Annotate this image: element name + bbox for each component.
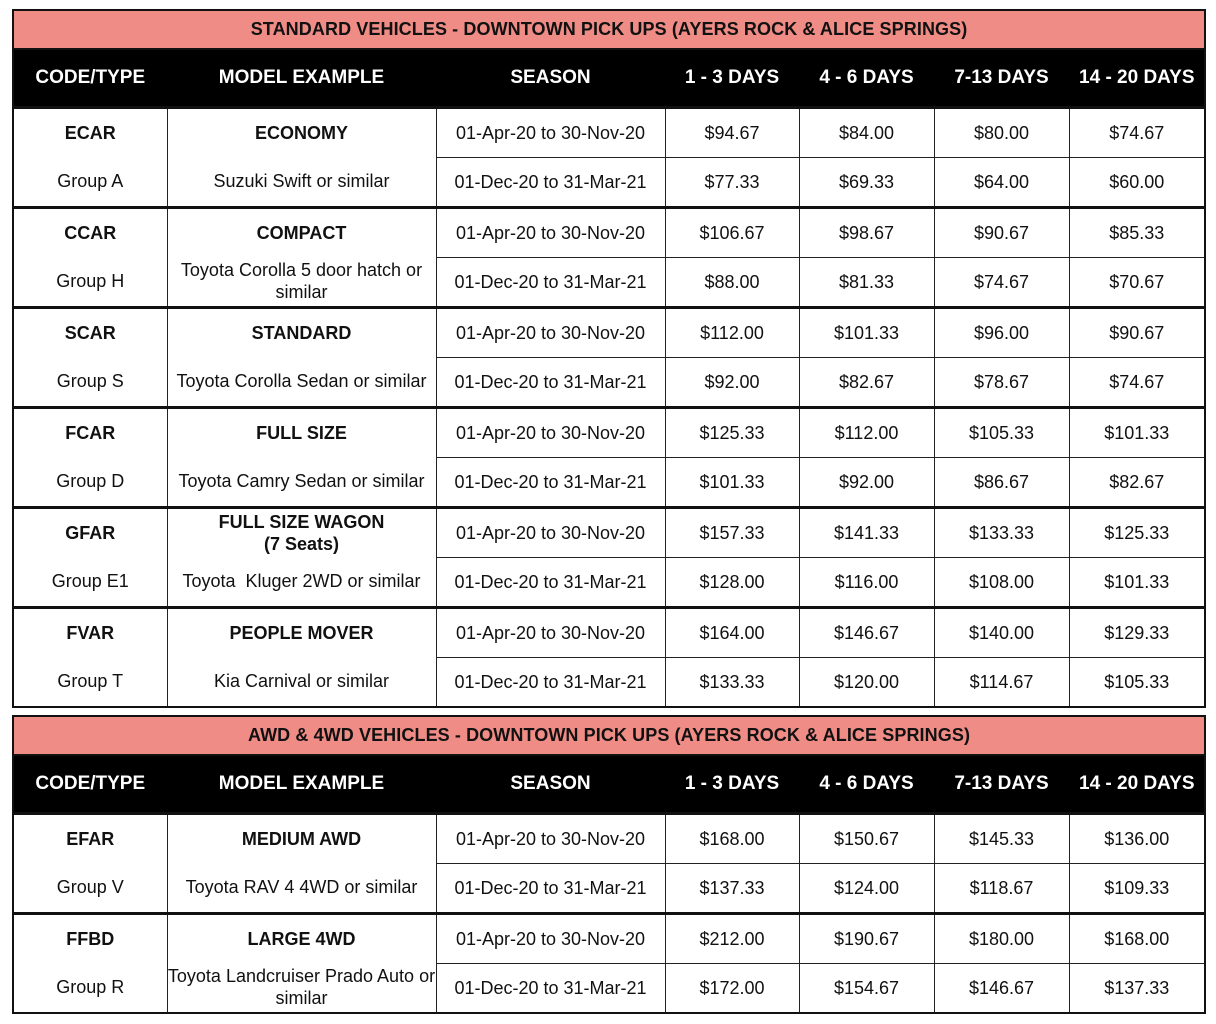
price-cell: $81.33 <box>799 258 934 308</box>
vehicle-group: Group S <box>13 358 167 408</box>
price-cell: $146.67 <box>934 964 1069 1014</box>
price-cell: $133.33 <box>934 508 1069 558</box>
price-cell: $69.33 <box>799 158 934 208</box>
price-cell: $116.00 <box>799 558 934 608</box>
table-title: STANDARD VEHICLES - DOWNTOWN PICK UPS (AYERS ROCK & ALICE SPRINGS) <box>13 10 1205 49</box>
table-row <box>13 108 1205 158</box>
awd-4wd-vehicles-rate-table <box>12 715 1206 1014</box>
col-header-model: MODEL EXAMPLE <box>167 755 436 814</box>
price-cell: $92.00 <box>665 358 799 408</box>
price-cell: $118.67 <box>934 864 1069 914</box>
season-cell: 01-Apr-20 to 30-Nov-20 <box>436 108 665 158</box>
season-cell: 01-Dec-20 to 31-Mar-21 <box>436 864 665 914</box>
table-row <box>13 558 1205 608</box>
season-cell: 01-Apr-20 to 30-Nov-20 <box>436 408 665 458</box>
model-example: Toyota RAV 4 4WD or similar <box>167 864 436 914</box>
season-cell: 01-Dec-20 to 31-Mar-21 <box>436 658 665 708</box>
column-header-row <box>13 49 1205 108</box>
price-cell: $82.67 <box>799 358 934 408</box>
price-cell: $146.67 <box>799 608 934 658</box>
vehicle-group: Group T <box>13 658 167 708</box>
price-cell: $112.00 <box>665 308 799 358</box>
price-cell: $80.00 <box>934 108 1069 158</box>
price-cell: $64.00 <box>934 158 1069 208</box>
price-cell: $82.67 <box>1069 458 1205 508</box>
vehicle-group: Group E1 <box>13 558 167 608</box>
table-row <box>13 914 1205 964</box>
price-cell: $105.33 <box>1069 658 1205 708</box>
season-cell: 01-Apr-20 to 30-Nov-20 <box>436 608 665 658</box>
season-cell: 01-Dec-20 to 31-Mar-21 <box>436 158 665 208</box>
vehicle-code: GFAR <box>13 508 167 558</box>
standard-vehicles-table-wrap <box>12 9 1205 708</box>
table-row <box>13 864 1205 914</box>
price-cell: $133.33 <box>665 658 799 708</box>
table-row <box>13 458 1205 508</box>
col-header-14-20-days: 14 - 20 DAYS <box>1069 49 1205 108</box>
season-cell: 01-Dec-20 to 31-Mar-21 <box>436 458 665 508</box>
price-cell: $77.33 <box>665 158 799 208</box>
price-cell: $90.67 <box>1069 308 1205 358</box>
col-header-4-6-days: 4 - 6 DAYS <box>799 755 934 814</box>
price-cell: $108.00 <box>934 558 1069 608</box>
col-header-1-3-days: 1 - 3 DAYS <box>665 755 799 814</box>
price-cell: $94.67 <box>665 108 799 158</box>
price-cell: $109.33 <box>1069 864 1205 914</box>
price-cell: $137.33 <box>1069 964 1205 1014</box>
price-cell: $85.33 <box>1069 208 1205 258</box>
season-cell: 01-Apr-20 to 30-Nov-20 <box>436 308 665 358</box>
model-example: Suzuki Swift or similar <box>167 158 436 208</box>
model-example: Toyota Camry Sedan or similar <box>167 458 436 508</box>
price-cell: $136.00 <box>1069 814 1205 864</box>
season-cell: 01-Apr-20 to 30-Nov-20 <box>436 208 665 258</box>
col-header-1-3-days: 1 - 3 DAYS <box>665 49 799 108</box>
price-cell: $157.33 <box>665 508 799 558</box>
price-cell: $120.00 <box>799 658 934 708</box>
vehicle-group: Group A <box>13 158 167 208</box>
price-cell: $101.33 <box>665 458 799 508</box>
awd-4wd-vehicles-table-wrap <box>12 715 1205 1014</box>
model-example: Toyota Corolla 5 door hatch or similar <box>167 258 436 308</box>
price-cell: $164.00 <box>665 608 799 658</box>
price-cell: $92.00 <box>799 458 934 508</box>
price-cell: $90.67 <box>934 208 1069 258</box>
vehicle-group: Group H <box>13 258 167 308</box>
vehicle-category: ECONOMY <box>167 108 436 158</box>
model-example: Toyota Kluger 2WD or similar <box>167 558 436 608</box>
season-cell: 01-Apr-20 to 30-Nov-20 <box>436 814 665 864</box>
price-cell: $145.33 <box>934 814 1069 864</box>
col-header-7-13-days: 7-13 DAYS <box>934 755 1069 814</box>
season-cell: 01-Dec-20 to 31-Mar-21 <box>436 258 665 308</box>
vehicle-group: Group V <box>13 864 167 914</box>
price-cell: $96.00 <box>934 308 1069 358</box>
price-cell: $180.00 <box>934 914 1069 964</box>
vehicle-category: STANDARD <box>167 308 436 358</box>
table-row <box>13 208 1205 258</box>
price-cell: $105.33 <box>934 408 1069 458</box>
price-cell: $60.00 <box>1069 158 1205 208</box>
standard-vehicles-rate-table <box>12 9 1206 708</box>
table-row <box>13 258 1205 308</box>
vehicle-category: LARGE 4WD <box>167 914 436 964</box>
price-cell: $88.00 <box>665 258 799 308</box>
price-cell: $106.67 <box>665 208 799 258</box>
season-cell: 01-Dec-20 to 31-Mar-21 <box>436 558 665 608</box>
vehicle-code: FCAR <box>13 408 167 458</box>
table-row <box>13 158 1205 208</box>
price-cell: $70.67 <box>1069 258 1205 308</box>
season-cell: 01-Dec-20 to 31-Mar-21 <box>436 964 665 1014</box>
vehicle-code: SCAR <box>13 308 167 358</box>
vehicle-code: ECAR <box>13 108 167 158</box>
table-row <box>13 658 1205 708</box>
vehicle-category: PEOPLE MOVER <box>167 608 436 658</box>
table-row <box>13 608 1205 658</box>
price-cell: $140.00 <box>934 608 1069 658</box>
price-cell: $129.33 <box>1069 608 1205 658</box>
price-cell: $101.33 <box>1069 408 1205 458</box>
price-cell: $168.00 <box>665 814 799 864</box>
vehicle-category: FULL SIZE <box>167 408 436 458</box>
vehicle-code: EFAR <box>13 814 167 864</box>
price-cell: $125.33 <box>665 408 799 458</box>
col-header-code: CODE/TYPE <box>13 755 167 814</box>
price-cell: $78.67 <box>934 358 1069 408</box>
col-header-4-6-days: 4 - 6 DAYS <box>799 49 934 108</box>
price-cell: $74.67 <box>1069 108 1205 158</box>
column-header-row <box>13 755 1205 814</box>
col-header-code: CODE/TYPE <box>13 49 167 108</box>
col-header-season: SEASON <box>436 49 665 108</box>
model-example: Toyota Corolla Sedan or similar <box>167 358 436 408</box>
price-cell: $98.67 <box>799 208 934 258</box>
col-header-7-13-days: 7-13 DAYS <box>934 49 1069 108</box>
price-cell: $150.67 <box>799 814 934 864</box>
price-cell: $125.33 <box>1069 508 1205 558</box>
vehicle-code: FVAR <box>13 608 167 658</box>
price-cell: $86.67 <box>934 458 1069 508</box>
price-cell: $114.67 <box>934 658 1069 708</box>
price-cell: $168.00 <box>1069 914 1205 964</box>
price-cell: $141.33 <box>799 508 934 558</box>
vehicle-group: Group D <box>13 458 167 508</box>
price-cell: $154.67 <box>799 964 934 1014</box>
vehicle-code: FFBD <box>13 914 167 964</box>
table-row <box>13 508 1205 558</box>
price-cell: $74.67 <box>934 258 1069 308</box>
season-cell: 01-Dec-20 to 31-Mar-21 <box>436 358 665 408</box>
table-row <box>13 814 1205 864</box>
price-cell: $124.00 <box>799 864 934 914</box>
price-cell: $101.33 <box>1069 558 1205 608</box>
price-cell: $112.00 <box>799 408 934 458</box>
vehicle-code: CCAR <box>13 208 167 258</box>
season-cell: 01-Apr-20 to 30-Nov-20 <box>436 508 665 558</box>
col-header-season: SEASON <box>436 755 665 814</box>
price-cell: $101.33 <box>799 308 934 358</box>
season-cell: 01-Apr-20 to 30-Nov-20 <box>436 914 665 964</box>
table-row <box>13 964 1205 1014</box>
price-cell: $84.00 <box>799 108 934 158</box>
price-cell: $128.00 <box>665 558 799 608</box>
col-header-model: MODEL EXAMPLE <box>167 49 436 108</box>
price-cell: $212.00 <box>665 914 799 964</box>
table-row <box>13 358 1205 408</box>
price-cell: $190.67 <box>799 914 934 964</box>
table-row <box>13 408 1205 458</box>
price-cell: $137.33 <box>665 864 799 914</box>
table-title: AWD & 4WD VEHICLES - DOWNTOWN PICK UPS (AYERS ROCK & ALICE SPRINGS) <box>13 716 1205 755</box>
vehicle-group: Group R <box>13 964 167 1014</box>
model-example: Toyota Landcruiser Prado Auto or similar <box>167 964 436 1014</box>
price-cell: $74.67 <box>1069 358 1205 408</box>
vehicle-category: COMPACT <box>167 208 436 258</box>
model-example: Kia Carnival or similar <box>167 658 436 708</box>
price-cell: $172.00 <box>665 964 799 1014</box>
col-header-14-20-days: 14 - 20 DAYS <box>1069 755 1205 814</box>
table-row <box>13 308 1205 358</box>
vehicle-category: FULL SIZE WAGON (7 Seats) <box>167 508 436 558</box>
vehicle-category: MEDIUM AWD <box>167 814 436 864</box>
